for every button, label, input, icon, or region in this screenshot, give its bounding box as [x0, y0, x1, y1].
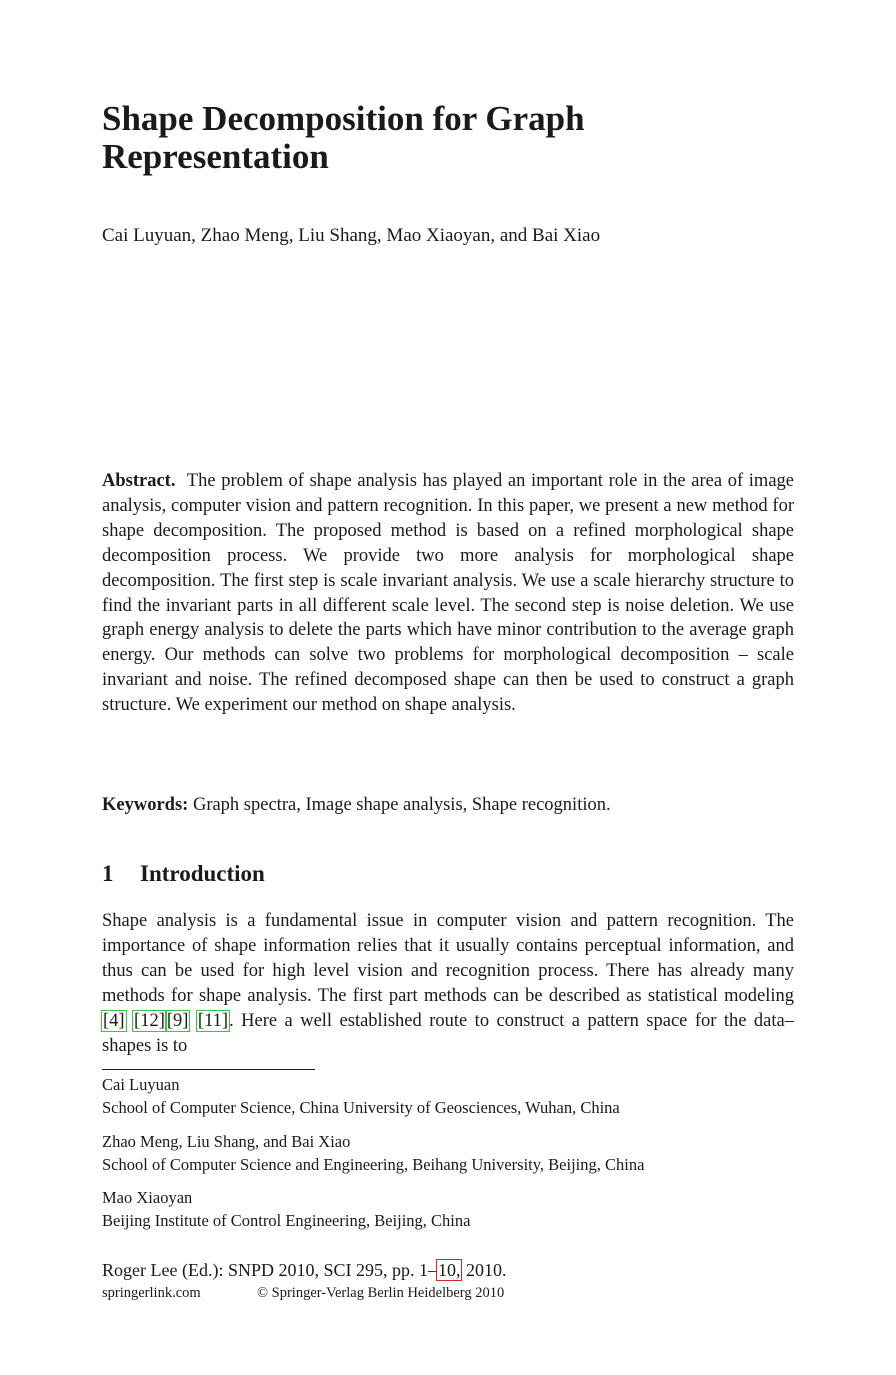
abstract-text: The problem of shape analysis has played an important role in the area of image analysis, computer vision and pattern recognition. In this paper, we present a new method for shape decomposition. The proposed method is based on a refined morphological shape decomposition process. We provide two more analysis for morphological shape decomposition. The first step is scale invariant analysis. We use a scale hierarchy structure to find the invariant parts in all different scale level. The second step is noise deletion. We use graph energy analysis to delete the parts which have minor contribution to the average graph energy. Our methods can solve two problems for morphological decomposition – scale invariant and noise. The refined decomposed shape can then be used to construct a graph structure. We experiment our method on shape analysis. — [102, 471, 794, 716]
affiliation-institution: Beijing Institute of Control Engineering, Beijing, China — [102, 1211, 471, 1230]
affiliation-institution: School of Computer Science, China University of Geosciences, Wuhan, China — [102, 1098, 620, 1117]
citation-link-4[interactable]: [4] — [103, 1011, 125, 1031]
citation-link-12[interactable]: [12] — [134, 1011, 165, 1031]
section-number: 1 — [102, 861, 114, 886]
footnote-divider — [102, 1069, 315, 1070]
affiliation-names: Mao Xiaoyan — [102, 1188, 193, 1207]
publication-citation — [102, 1258, 506, 1283]
affiliation-institution: School of Computer Science and Engineering, Beihang University, Beijing, China — [102, 1155, 645, 1174]
affiliation-names: Zhao Meng, Liu Shang, and Bai Xiao — [102, 1132, 351, 1151]
copyright-notice: © Springer-Verlag Berlin Heidelberg 2010 — [257, 1285, 505, 1301]
section-heading-introduction — [102, 859, 265, 889]
page-range-link[interactable]: 10, — [437, 1260, 461, 1280]
citation-text: Roger Lee (Ed.): SNPD 2010, SCI 295, pp. 1– — [102, 1260, 437, 1280]
affiliation-2 — [102, 1130, 794, 1176]
copyright-line — [102, 1283, 504, 1303]
section-title: Introduction — [140, 861, 265, 886]
affiliation-names: Cai Luyuan — [102, 1075, 180, 1094]
introduction-paragraph — [102, 909, 794, 1059]
intro-text-after: . Here a well established route to construct a pattern space for the data–shapes is to — [102, 1011, 794, 1056]
citation-link-9[interactable]: [9] — [166, 1011, 189, 1031]
citation-year: 2010. — [461, 1260, 507, 1280]
citation-link-11[interactable]: [11] — [197, 1011, 229, 1031]
affiliation-1 — [102, 1073, 794, 1119]
intro-text-before: Shape analysis is a fundamental issue in computer vision and pattern recognition. The importance of shape information relies that it usually contains perceptual information, and thus can be used for high level vision and recognition process. There has already many methods for shape analysis. The first part methods can be described as statistical modeling — [102, 911, 794, 1006]
keywords-label: Keywords: — [102, 795, 189, 815]
affiliation-3 — [102, 1186, 794, 1232]
publisher-site: springerlink.com — [102, 1285, 201, 1301]
abstract — [102, 469, 794, 718]
paper-title: Shape Decomposition for Graph Representation — [102, 99, 585, 176]
keywords-text: Graph spectra, Image shape analysis, Shape recognition. — [192, 795, 611, 815]
author-list: Cai Luyuan, Zhao Meng, Liu Shang, Mao Xiaoyan, and Bai Xiao — [102, 225, 601, 246]
keywords — [102, 793, 794, 818]
abstract-label: Abstract. — [102, 471, 176, 491]
